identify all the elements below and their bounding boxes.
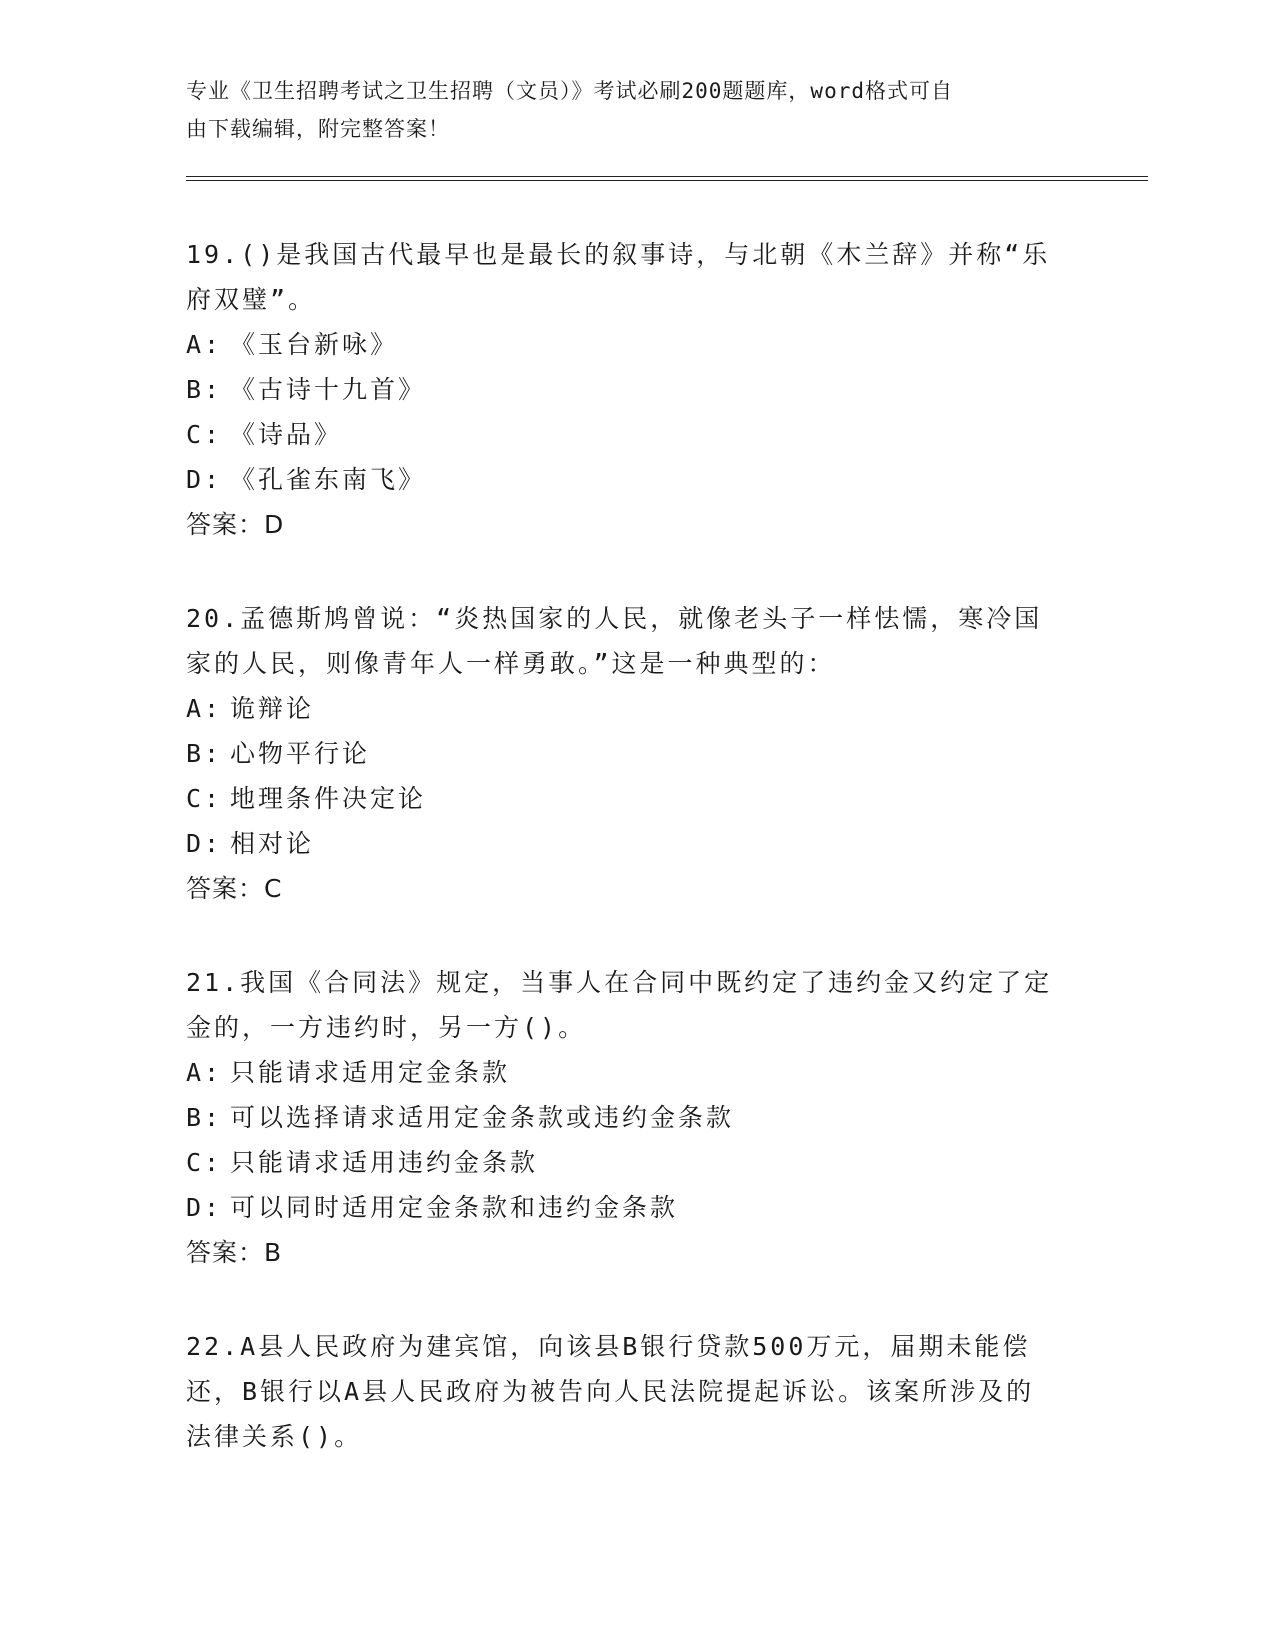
option-key: B:	[186, 375, 223, 404]
question-stem: 还，B银行以A县人民政府为被告向人民法院提起诉讼。该案所涉及的	[186, 1377, 1035, 1406]
option-text: 《诗品》	[230, 420, 343, 449]
option-d	[186, 821, 1086, 866]
answer-line: 答案：C	[186, 874, 283, 903]
option-text: 只能请求适用违约金条款	[230, 1148, 539, 1177]
option-a	[186, 1050, 1086, 1095]
option-a	[186, 322, 1086, 367]
header-line-2: 由下载编辑，附完整答案！	[186, 117, 450, 141]
question-22	[186, 1324, 1086, 1459]
option-key: D:	[186, 1193, 223, 1222]
option-key: C:	[186, 1148, 223, 1177]
question-stem: 金的，一方违约时，另一方()。	[186, 1013, 587, 1042]
option-key: A:	[186, 694, 223, 723]
option-text: 可以选择请求适用定金条款或违约金条款	[230, 1103, 735, 1132]
question-stem: 19.()是我国古代最早也是最长的叙事诗，与北朝《木兰辞》并称“乐	[186, 240, 1051, 269]
question-21	[186, 960, 1086, 1275]
option-text: 《玉台新咏》	[230, 330, 399, 359]
question-stem: 法律关系()。	[186, 1422, 363, 1451]
question-stem: 21.我国《合同法》规定，当事人在合同中既约定了违约金又约定了定	[186, 968, 1053, 997]
option-key: B:	[186, 739, 223, 768]
header-line-1: 专业《卫生招聘考试之卫生招聘（文员）》考试必刷200题题库，word格式可自	[186, 79, 953, 103]
option-text: 心物平行论	[230, 739, 371, 768]
question-stem: 府双璧”。	[186, 285, 317, 314]
option-b	[186, 367, 1086, 412]
option-text: 地理条件决定论	[230, 784, 427, 813]
header-divider	[186, 176, 1148, 181]
question-19	[186, 232, 1086, 547]
option-text: 相对论	[230, 829, 315, 858]
option-text: 诡辩论	[230, 694, 315, 723]
question-20	[186, 596, 1086, 911]
option-key: C:	[186, 420, 223, 449]
option-key: D:	[186, 829, 223, 858]
question-stem: 家的人民，则像青年人一样勇敢。”这是一种典型的：	[186, 649, 836, 678]
option-text: 只能请求适用定金条款	[230, 1058, 511, 1087]
option-b	[186, 731, 1086, 776]
option-key: B:	[186, 1103, 223, 1132]
option-key: A:	[186, 1058, 223, 1087]
option-c	[186, 776, 1086, 821]
question-stem: 22.A县人民政府为建宾馆，向该县B银行贷款500万元，届期未能偿	[186, 1332, 1031, 1361]
option-text: 《孔雀东南飞》	[230, 465, 427, 494]
option-text: 可以同时适用定金条款和违约金条款	[230, 1193, 679, 1222]
document-header	[186, 72, 1066, 148]
option-key: C:	[186, 784, 223, 813]
option-b	[186, 1095, 1086, 1140]
option-d	[186, 457, 1086, 502]
option-key: D:	[186, 465, 223, 494]
option-c	[186, 412, 1086, 457]
option-c	[186, 1140, 1086, 1185]
answer-line: 答案：D	[186, 510, 285, 539]
option-text: 《古诗十九首》	[230, 375, 427, 404]
answer-line: 答案：B	[186, 1238, 283, 1267]
option-key: A:	[186, 330, 223, 359]
option-d	[186, 1185, 1086, 1230]
option-a	[186, 686, 1086, 731]
question-stem: 20.孟德斯鸠曾说：“炎热国家的人民，就像老头子一样怯懦，寒冷国	[186, 604, 1043, 633]
